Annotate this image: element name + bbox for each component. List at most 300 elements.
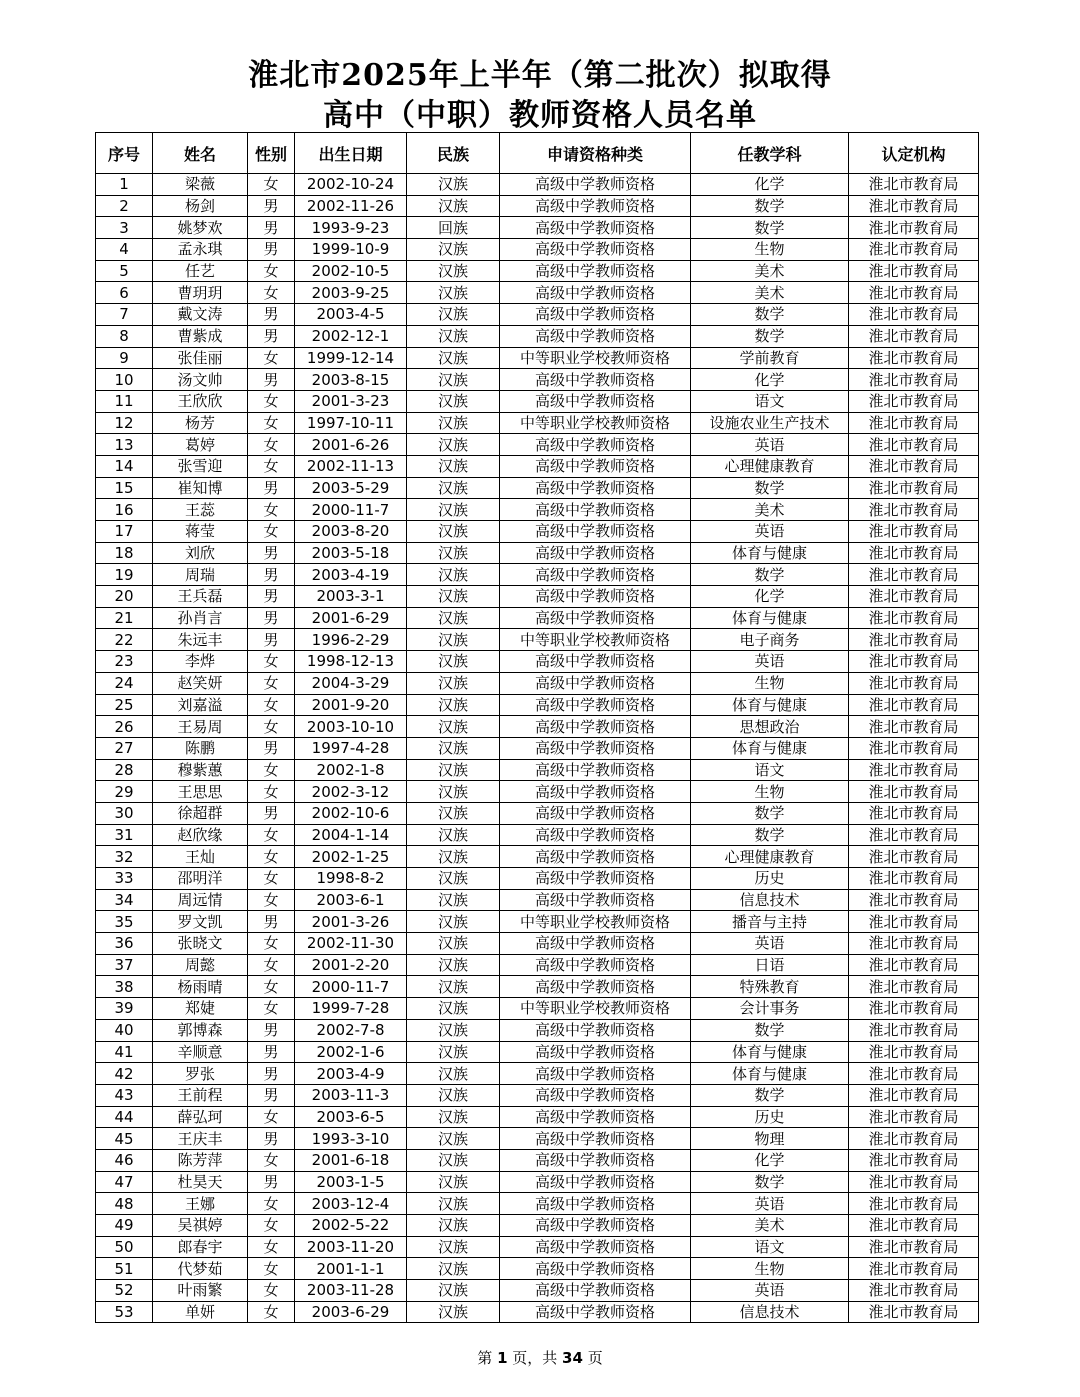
cell-birthdate: 2002-1-8: [295, 759, 407, 781]
cell-seq: 44: [96, 1106, 153, 1128]
cell-ethnicity: 汉族: [407, 1171, 500, 1193]
cell-birthdate: 2004-3-29: [295, 672, 407, 694]
table-row: [96, 607, 979, 629]
cell-qualification-type: 高级中学教师资格: [500, 369, 691, 391]
cell-qualification-type: 中等职业学校教师资格: [500, 412, 691, 434]
cell-seq: 51: [96, 1258, 153, 1280]
cell-birthdate: 2003-4-5: [295, 304, 407, 326]
cell-name: 王兵磊: [153, 586, 248, 608]
cell-name: 王娜: [153, 1193, 248, 1215]
cell-certifying-authority: 淮北市教育局: [849, 651, 979, 673]
cell-gender: 女: [248, 455, 295, 477]
table-row: [96, 651, 979, 673]
cell-name: 王灿: [153, 846, 248, 868]
cell-ethnicity: 汉族: [407, 737, 500, 759]
cell-certifying-authority: 淮北市教育局: [849, 1215, 979, 1237]
cell-certifying-authority: 淮北市教育局: [849, 325, 979, 347]
cell-birthdate: 2002-12-1: [295, 325, 407, 347]
table-row: [96, 325, 979, 347]
cell-seq: 36: [96, 933, 153, 955]
cell-ethnicity: 汉族: [407, 781, 500, 803]
cell-gender: 男: [248, 1084, 295, 1106]
table-row: [96, 1280, 979, 1302]
cell-gender: 女: [248, 1258, 295, 1280]
cell-seq: 6: [96, 282, 153, 304]
cell-certifying-authority: 淮北市教育局: [849, 1106, 979, 1128]
cell-subject: 体育与健康: [691, 737, 849, 759]
cell-gender: 男: [248, 195, 295, 217]
cell-qualification-type: 高级中学教师资格: [500, 1193, 691, 1215]
cell-certifying-authority: 淮北市教育局: [849, 1041, 979, 1063]
cell-certifying-authority: 淮北市教育局: [849, 998, 979, 1020]
cell-certifying-authority: 淮北市教育局: [849, 868, 979, 890]
cell-name: 杨剑: [153, 195, 248, 217]
cell-subject: 心理健康教育: [691, 846, 849, 868]
cell-qualification-type: 高级中学教师资格: [500, 824, 691, 846]
cell-name: 辛顺意: [153, 1041, 248, 1063]
cell-ethnicity: 汉族: [407, 174, 500, 196]
cell-gender: 女: [248, 759, 295, 781]
cell-name: 罗文凯: [153, 911, 248, 933]
cell-certifying-authority: 淮北市教育局: [849, 759, 979, 781]
cell-name: 代梦茹: [153, 1258, 248, 1280]
cell-certifying-authority: 淮北市教育局: [849, 282, 979, 304]
table-row: [96, 716, 979, 738]
cell-subject: 生物: [691, 1258, 849, 1280]
table-row: [96, 499, 979, 521]
cell-subject: 语文: [691, 1236, 849, 1258]
cell-qualification-type: 高级中学教师资格: [500, 325, 691, 347]
roster-table: [95, 132, 979, 1323]
cell-subject: 数学: [691, 802, 849, 824]
cell-birthdate: 2001-9-20: [295, 694, 407, 716]
table-row: [96, 174, 979, 196]
cell-ethnicity: 汉族: [407, 694, 500, 716]
cell-gender: 女: [248, 933, 295, 955]
cell-subject: 英语: [691, 651, 849, 673]
cell-subject: 物理: [691, 1128, 849, 1150]
cell-qualification-type: 高级中学教师资格: [500, 1215, 691, 1237]
cell-ethnicity: 汉族: [407, 868, 500, 890]
cell-name: 单妍: [153, 1301, 248, 1323]
cell-subject: 美术: [691, 282, 849, 304]
cell-subject: 思想政治: [691, 716, 849, 738]
cell-certifying-authority: 淮北市教育局: [849, 911, 979, 933]
cell-birthdate: 2002-11-30: [295, 933, 407, 955]
cell-gender: 女: [248, 1236, 295, 1258]
table-row: [96, 998, 979, 1020]
cell-subject: 数学: [691, 824, 849, 846]
cell-birthdate: 1997-4-28: [295, 737, 407, 759]
cell-name: 杜昊天: [153, 1171, 248, 1193]
cell-gender: 女: [248, 954, 295, 976]
cell-ethnicity: 汉族: [407, 1128, 500, 1150]
table-row: [96, 1258, 979, 1280]
cell-ethnicity: 汉族: [407, 542, 500, 564]
cell-birthdate: 2004-1-14: [295, 824, 407, 846]
cell-certifying-authority: 淮北市教育局: [849, 1128, 979, 1150]
table-row: [96, 455, 979, 477]
cell-qualification-type: 高级中学教师资格: [500, 499, 691, 521]
cell-name: 王蕊: [153, 499, 248, 521]
cell-seq: 48: [96, 1193, 153, 1215]
cell-subject: 美术: [691, 260, 849, 282]
cell-name: 朱远丰: [153, 629, 248, 651]
cell-name: 周远情: [153, 889, 248, 911]
cell-seq: 22: [96, 629, 153, 651]
cell-ethnicity: 汉族: [407, 564, 500, 586]
cell-subject: 英语: [691, 521, 849, 543]
cell-name: 郭博森: [153, 1019, 248, 1041]
cell-subject: 会计事务: [691, 998, 849, 1020]
cell-name: 王易周: [153, 716, 248, 738]
cell-gender: 男: [248, 737, 295, 759]
cell-seq: 41: [96, 1041, 153, 1063]
cell-seq: 52: [96, 1280, 153, 1302]
cell-qualification-type: 高级中学教师资格: [500, 846, 691, 868]
cell-seq: 50: [96, 1236, 153, 1258]
cell-gender: 女: [248, 781, 295, 803]
cell-ethnicity: 汉族: [407, 1215, 500, 1237]
cell-gender: 女: [248, 521, 295, 543]
cell-gender: 女: [248, 1149, 295, 1171]
cell-gender: 男: [248, 911, 295, 933]
cell-name: 曹紫成: [153, 325, 248, 347]
table-row: [96, 390, 979, 412]
cell-certifying-authority: 淮北市教育局: [849, 542, 979, 564]
cell-gender: 女: [248, 347, 295, 369]
cell-subject: 数学: [691, 1019, 849, 1041]
cell-gender: 女: [248, 672, 295, 694]
cell-name: 王庆丰: [153, 1128, 248, 1150]
cell-gender: 女: [248, 1215, 295, 1237]
cell-ethnicity: 汉族: [407, 282, 500, 304]
cell-seq: 8: [96, 325, 153, 347]
cell-birthdate: 2003-6-1: [295, 889, 407, 911]
cell-birthdate: 1997-10-11: [295, 412, 407, 434]
cell-certifying-authority: 淮北市教育局: [849, 694, 979, 716]
cell-gender: 男: [248, 325, 295, 347]
cell-certifying-authority: 淮北市教育局: [849, 1301, 979, 1323]
table-row: [96, 1171, 979, 1193]
cell-birthdate: 1999-12-14: [295, 347, 407, 369]
cell-qualification-type: 高级中学教师资格: [500, 521, 691, 543]
cell-ethnicity: 汉族: [407, 521, 500, 543]
cell-seq: 2: [96, 195, 153, 217]
cell-certifying-authority: 淮北市教育局: [849, 369, 979, 391]
cell-subject: 英语: [691, 1280, 849, 1302]
cell-qualification-type: 高级中学教师资格: [500, 694, 691, 716]
cell-qualification-type: 高级中学教师资格: [500, 933, 691, 955]
cell-subject: 心理健康教育: [691, 455, 849, 477]
table-row: [96, 195, 979, 217]
cell-name: 赵笑妍: [153, 672, 248, 694]
cell-ethnicity: 汉族: [407, 1041, 500, 1063]
cell-subject: 数学: [691, 304, 849, 326]
cell-birthdate: 2003-11-3: [295, 1084, 407, 1106]
cell-subject: 体育与健康: [691, 694, 849, 716]
table-row: [96, 781, 979, 803]
cell-ethnicity: 汉族: [407, 1193, 500, 1215]
cell-seq: 28: [96, 759, 153, 781]
cell-certifying-authority: 淮北市教育局: [849, 1258, 979, 1280]
cell-ethnicity: 汉族: [407, 651, 500, 673]
cell-name: 叶雨繁: [153, 1280, 248, 1302]
cell-ethnicity: 汉族: [407, 607, 500, 629]
cell-name: 刘欣: [153, 542, 248, 564]
cell-seq: 9: [96, 347, 153, 369]
cell-birthdate: 2003-6-5: [295, 1106, 407, 1128]
cell-certifying-authority: 淮北市教育局: [849, 629, 979, 651]
cell-subject: 数学: [691, 477, 849, 499]
cell-qualification-type: 高级中学教师资格: [500, 1149, 691, 1171]
cell-subject: 电子商务: [691, 629, 849, 651]
cell-name: 蒋莹: [153, 521, 248, 543]
cell-birthdate: 2002-11-13: [295, 455, 407, 477]
cell-birthdate: 1993-9-23: [295, 217, 407, 239]
cell-certifying-authority: 淮北市教育局: [849, 347, 979, 369]
cell-qualification-type: 高级中学教师资格: [500, 802, 691, 824]
cell-gender: 女: [248, 868, 295, 890]
table-row: [96, 217, 979, 239]
cell-name: 赵欣缘: [153, 824, 248, 846]
cell-qualification-type: 高级中学教师资格: [500, 607, 691, 629]
table-row: [96, 846, 979, 868]
table-row: [96, 802, 979, 824]
cell-qualification-type: 高级中学教师资格: [500, 390, 691, 412]
cell-name: 张佳丽: [153, 347, 248, 369]
cell-seq: 32: [96, 846, 153, 868]
cell-seq: 30: [96, 802, 153, 824]
cell-subject: 化学: [691, 1149, 849, 1171]
table-row: [96, 889, 979, 911]
table-row: [96, 1149, 979, 1171]
footer-suffix: 页: [582, 1349, 603, 1367]
cell-ethnicity: 汉族: [407, 304, 500, 326]
cell-seq: 12: [96, 412, 153, 434]
cell-ethnicity: 汉族: [407, 889, 500, 911]
cell-birthdate: 2001-6-29: [295, 607, 407, 629]
cell-certifying-authority: 淮北市教育局: [849, 304, 979, 326]
cell-name: 杨雨晴: [153, 976, 248, 998]
cell-ethnicity: 汉族: [407, 239, 500, 261]
cell-name: 刘嘉溢: [153, 694, 248, 716]
cell-ethnicity: 汉族: [407, 325, 500, 347]
cell-birthdate: 2002-7-8: [295, 1019, 407, 1041]
table-row: [96, 304, 979, 326]
cell-seq: 46: [96, 1149, 153, 1171]
cell-qualification-type: 中等职业学校教师资格: [500, 911, 691, 933]
cell-ethnicity: 汉族: [407, 911, 500, 933]
cell-subject: 学前教育: [691, 347, 849, 369]
footer-middle: 页，共: [507, 1349, 563, 1367]
cell-qualification-type: 高级中学教师资格: [500, 304, 691, 326]
cell-certifying-authority: 淮北市教育局: [849, 889, 979, 911]
cell-seq: 45: [96, 1128, 153, 1150]
cell-birthdate: 2002-1-6: [295, 1041, 407, 1063]
cell-ethnicity: 汉族: [407, 412, 500, 434]
cell-qualification-type: 高级中学教师资格: [500, 1063, 691, 1085]
cell-certifying-authority: 淮北市教育局: [849, 976, 979, 998]
cell-birthdate: 2003-11-20: [295, 1236, 407, 1258]
cell-name: 张晓文: [153, 933, 248, 955]
table-row: [96, 1128, 979, 1150]
cell-seq: 15: [96, 477, 153, 499]
cell-seq: 37: [96, 954, 153, 976]
cell-certifying-authority: 淮北市教育局: [849, 586, 979, 608]
cell-certifying-authority: 淮北市教育局: [849, 521, 979, 543]
cell-subject: 体育与健康: [691, 1041, 849, 1063]
page-footer: [0, 1347, 1080, 1368]
cell-qualification-type: 高级中学教师资格: [500, 1084, 691, 1106]
cell-qualification-type: 高级中学教师资格: [500, 434, 691, 456]
cell-qualification-type: 高级中学教师资格: [500, 239, 691, 261]
cell-qualification-type: 高级中学教师资格: [500, 260, 691, 282]
header-subject: 任教学科: [691, 133, 849, 174]
cell-name: 崔知博: [153, 477, 248, 499]
cell-subject: 生物: [691, 781, 849, 803]
table-row: [96, 1041, 979, 1063]
cell-certifying-authority: 淮北市教育局: [849, 781, 979, 803]
cell-certifying-authority: 淮北市教育局: [849, 434, 979, 456]
cell-gender: 女: [248, 1301, 295, 1323]
document-title-line-2: 高中（中职）教师资格人员名单: [323, 98, 757, 133]
cell-ethnicity: 汉族: [407, 390, 500, 412]
cell-ethnicity: 汉族: [407, 195, 500, 217]
cell-birthdate: 2003-8-20: [295, 521, 407, 543]
cell-subject: 美术: [691, 499, 849, 521]
cell-certifying-authority: 淮北市教育局: [849, 802, 979, 824]
cell-name: 吴祺婷: [153, 1215, 248, 1237]
cell-gender: 男: [248, 369, 295, 391]
cell-name: 周瑞: [153, 564, 248, 586]
cell-gender: 女: [248, 282, 295, 304]
cell-seq: 47: [96, 1171, 153, 1193]
table-row: [96, 1084, 979, 1106]
cell-name: 孙肖言: [153, 607, 248, 629]
cell-qualification-type: 高级中学教师资格: [500, 889, 691, 911]
cell-name: 任艺: [153, 260, 248, 282]
cell-ethnicity: 汉族: [407, 586, 500, 608]
cell-certifying-authority: 淮北市教育局: [849, 1280, 979, 1302]
cell-ethnicity: 汉族: [407, 998, 500, 1020]
cell-ethnicity: 汉族: [407, 347, 500, 369]
cell-birthdate: 1999-10-9: [295, 239, 407, 261]
cell-subject: 语文: [691, 759, 849, 781]
cell-qualification-type: 高级中学教师资格: [500, 1236, 691, 1258]
table-row: [96, 347, 979, 369]
cell-subject: 数学: [691, 217, 849, 239]
cell-birthdate: 2003-9-25: [295, 282, 407, 304]
header-seq: 序号: [96, 133, 153, 174]
cell-name: 杨芳: [153, 412, 248, 434]
cell-gender: 女: [248, 390, 295, 412]
cell-subject: 信息技术: [691, 1301, 849, 1323]
cell-seq: 7: [96, 304, 153, 326]
cell-certifying-authority: 淮北市教育局: [849, 239, 979, 261]
table-row: [96, 911, 979, 933]
cell-qualification-type: 中等职业学校教师资格: [500, 629, 691, 651]
header-gender: 性别: [248, 133, 295, 174]
cell-ethnicity: 汉族: [407, 759, 500, 781]
cell-seq: 3: [96, 217, 153, 239]
cell-certifying-authority: 淮北市教育局: [849, 1193, 979, 1215]
cell-birthdate: 1996-2-29: [295, 629, 407, 651]
cell-gender: 男: [248, 239, 295, 261]
cell-gender: 女: [248, 651, 295, 673]
cell-subject: 体育与健康: [691, 542, 849, 564]
cell-qualification-type: 高级中学教师资格: [500, 716, 691, 738]
cell-gender: 男: [248, 217, 295, 239]
cell-gender: 男: [248, 304, 295, 326]
cell-birthdate: 2003-4-19: [295, 564, 407, 586]
cell-certifying-authority: 淮北市教育局: [849, 455, 979, 477]
table-row: [96, 694, 979, 716]
cell-name: 李烨: [153, 651, 248, 673]
cell-name: 郑婕: [153, 998, 248, 1020]
cell-certifying-authority: 淮北市教育局: [849, 607, 979, 629]
cell-qualification-type: 高级中学教师资格: [500, 1171, 691, 1193]
cell-qualification-type: 高级中学教师资格: [500, 455, 691, 477]
cell-name: 曹玥玥: [153, 282, 248, 304]
cell-seq: 17: [96, 521, 153, 543]
cell-birthdate: 2003-12-4: [295, 1193, 407, 1215]
cell-qualification-type: 高级中学教师资格: [500, 954, 691, 976]
cell-seq: 49: [96, 1215, 153, 1237]
cell-gender: 女: [248, 694, 295, 716]
cell-name: 王思思: [153, 781, 248, 803]
cell-subject: 特殊教育: [691, 976, 849, 998]
cell-ethnicity: 汉族: [407, 434, 500, 456]
cell-subject: 数学: [691, 1171, 849, 1193]
cell-qualification-type: 高级中学教师资格: [500, 174, 691, 196]
cell-certifying-authority: 淮北市教育局: [849, 195, 979, 217]
cell-gender: 女: [248, 716, 295, 738]
cell-ethnicity: 汉族: [407, 1149, 500, 1171]
cell-name: 陈鹏: [153, 737, 248, 759]
cell-subject: 数学: [691, 564, 849, 586]
cell-qualification-type: 高级中学教师资格: [500, 868, 691, 890]
cell-seq: 24: [96, 672, 153, 694]
cell-name: 葛婷: [153, 434, 248, 456]
cell-seq: 34: [96, 889, 153, 911]
cell-subject: 历史: [691, 868, 849, 890]
cell-seq: 33: [96, 868, 153, 890]
cell-qualification-type: 高级中学教师资格: [500, 477, 691, 499]
cell-subject: 体育与健康: [691, 1063, 849, 1085]
table-row: [96, 282, 979, 304]
cell-qualification-type: 高级中学教师资格: [500, 976, 691, 998]
cell-name: 罗张: [153, 1063, 248, 1085]
cell-seq: 40: [96, 1019, 153, 1041]
header-qualification-type: 申请资格种类: [500, 133, 691, 174]
cell-name: 陈芳萍: [153, 1149, 248, 1171]
cell-seq: 1: [96, 174, 153, 196]
table-row: [96, 868, 979, 890]
cell-birthdate: 2001-1-1: [295, 1258, 407, 1280]
cell-name: 薛弘珂: [153, 1106, 248, 1128]
cell-gender: 女: [248, 1280, 295, 1302]
cell-birthdate: 2003-6-29: [295, 1301, 407, 1323]
cell-certifying-authority: 淮北市教育局: [849, 1019, 979, 1041]
cell-qualification-type: 高级中学教师资格: [500, 217, 691, 239]
cell-qualification-type: 高级中学教师资格: [500, 759, 691, 781]
cell-name: 孟永琪: [153, 239, 248, 261]
cell-gender: 女: [248, 174, 295, 196]
cell-subject: 播音与主持: [691, 911, 849, 933]
cell-gender: 男: [248, 1128, 295, 1150]
cell-birthdate: 2002-3-12: [295, 781, 407, 803]
